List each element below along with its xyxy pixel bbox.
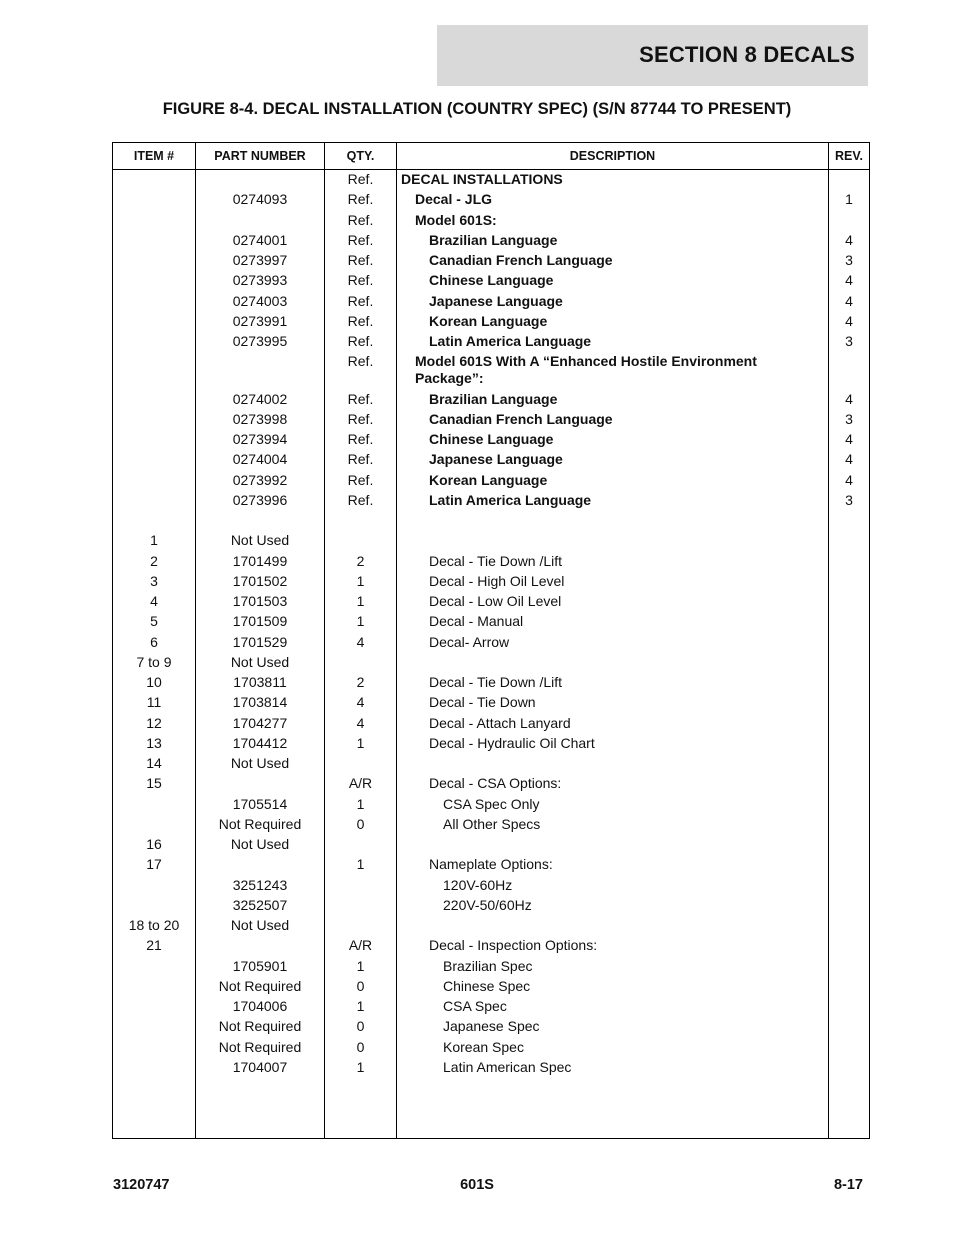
- description-cell: Canadian French Language: [429, 252, 613, 268]
- part-number-cell: 1701499: [232, 552, 288, 569]
- description-cell: Decal - Inspection Options:: [429, 937, 598, 954]
- item-cell: 16: [146, 836, 162, 852]
- qty-cell: Ref.: [347, 272, 374, 289]
- qty-cell: 4: [356, 694, 365, 711]
- part-number-cell: 3251243: [232, 876, 288, 893]
- rev-cell: 4: [845, 471, 853, 488]
- part-number-cell: 0273992: [232, 471, 288, 488]
- description-cell: Decal - Hydraulic Oil Chart: [429, 734, 595, 751]
- description-cell: Japanese Language: [429, 292, 563, 309]
- rev-cell: 4: [845, 312, 853, 329]
- item-cell: 2: [150, 552, 158, 569]
- item-cell: 15: [146, 775, 162, 792]
- item-cell: 13: [146, 734, 162, 751]
- qty-cell: 0: [356, 1038, 365, 1055]
- description-cell: Latin American Spec: [443, 1058, 572, 1075]
- item-cell: 6: [150, 633, 158, 650]
- qty-cell: Ref.: [347, 252, 374, 268]
- part-number-cell: 1701503: [232, 593, 288, 609]
- description-cell: Model 601S With A “Enhanced Hostile Environment Package”:: [415, 353, 757, 387]
- description-cell: Decal - Tie Down /Lift: [429, 552, 563, 569]
- description-cell: Korean Language: [429, 471, 548, 488]
- rev-cell: 4: [845, 451, 853, 468]
- item-cell: 7 to 9: [136, 653, 172, 670]
- part-number-cell: Not Used: [230, 917, 290, 933]
- item-cell: 11: [146, 694, 162, 711]
- part-number-cell: 1701502: [232, 572, 288, 589]
- qty-cell: Ref.: [347, 231, 374, 248]
- part-number-cell: 0274004: [232, 451, 288, 468]
- qty-cell: Ref.: [347, 191, 374, 208]
- qty-cell: 1: [356, 593, 365, 609]
- footer-doc-number: 3120747: [113, 1177, 170, 1193]
- description-cell: 220V-50/60Hz: [443, 896, 532, 913]
- qty-cell: 4: [356, 633, 365, 650]
- section-title: SECTION 8 DECALS: [639, 42, 855, 67]
- description-cell: Korean Language: [429, 312, 548, 329]
- part-number-cell: Not Used: [230, 653, 290, 670]
- qty-cell: A/R: [348, 937, 373, 954]
- qty-cell: 1: [356, 572, 365, 589]
- part-number-cell: Not Required: [218, 815, 302, 832]
- qty-cell: Ref.: [347, 292, 374, 309]
- header-description: DESCRIPTION: [569, 149, 656, 163]
- qty-cell: Ref.: [347, 353, 374, 370]
- rev-cell: 4: [845, 292, 853, 309]
- part-number-cell: 1703814: [232, 694, 288, 711]
- part-number-cell: 0273995: [232, 333, 288, 349]
- rev-cell: 3: [845, 410, 853, 427]
- description-cell: Japanese Language: [429, 451, 563, 468]
- part-number-cell: 0273997: [232, 252, 288, 268]
- rev-cell: 3: [845, 252, 853, 268]
- part-number-cell: Not Required: [218, 1018, 302, 1035]
- rev-cell: 4: [845, 390, 853, 407]
- qty-cell: 1: [356, 613, 365, 630]
- part-number-cell: 0274002: [232, 390, 288, 407]
- part-number-cell: 1705514: [232, 795, 288, 812]
- header-item: ITEM #: [133, 149, 175, 163]
- description-cell: Japanese Spec: [443, 1018, 540, 1035]
- qty-cell: 1: [356, 998, 365, 1014]
- description-cell: All Other Specs: [443, 815, 541, 832]
- description-cell: Decal - High Oil Level: [429, 572, 565, 589]
- rev-cell: 3: [845, 333, 853, 349]
- description-cell: Decal - Tie Down: [429, 694, 536, 711]
- qty-cell: 2: [356, 552, 365, 569]
- description-cell: Korean Spec: [443, 1038, 524, 1055]
- part-number-cell: 3252507: [232, 896, 288, 913]
- section-banner: [437, 25, 868, 86]
- qty-cell: 0: [356, 1018, 365, 1035]
- description-cell: Chinese Spec: [443, 977, 531, 994]
- description-cell: Model 601S:: [415, 211, 497, 228]
- header-qty: QTY.: [346, 149, 375, 163]
- item-cell: 12: [146, 714, 162, 731]
- qty-cell: 1: [356, 1058, 365, 1075]
- part-number-cell: Not Used: [230, 836, 290, 852]
- qty-cell: 1: [356, 856, 365, 873]
- description-cell: Latin America Language: [429, 333, 592, 349]
- qty-cell: Ref.: [347, 491, 374, 508]
- part-number-cell: 1701509: [232, 613, 288, 630]
- qty-cell: A/R: [348, 775, 373, 792]
- part-number-cell: Not Used: [230, 755, 290, 771]
- description-cell: CSA Spec: [443, 998, 507, 1014]
- description-cell: Canadian French Language: [429, 410, 613, 427]
- part-number-cell: 1704007: [232, 1058, 288, 1075]
- qty-cell: Ref.: [347, 451, 374, 468]
- description-cell: Chinese Language: [429, 431, 554, 447]
- qty-cell: 1: [356, 957, 365, 974]
- description-cell: 120V-60Hz: [443, 876, 513, 893]
- item-cell: 17: [146, 856, 162, 873]
- qty-cell: Ref.: [347, 410, 374, 427]
- rev-cell: 4: [845, 431, 853, 447]
- qty-cell: Ref.: [347, 333, 374, 349]
- qty-cell: 4: [356, 714, 365, 731]
- part-number-cell: 0273996: [232, 491, 288, 508]
- description-cell: CSA Spec Only: [443, 795, 540, 812]
- rev-cell: 1: [845, 191, 853, 208]
- description-cell: Chinese Language: [429, 272, 554, 289]
- part-number-cell: Not Used: [230, 532, 290, 549]
- part-number-cell: 0273998: [232, 410, 288, 427]
- header-rev: REV.: [834, 149, 864, 163]
- description-cell: Brazilian Language: [429, 231, 558, 248]
- item-cell: 4: [150, 593, 158, 609]
- part-number-cell: 1701529: [232, 633, 288, 650]
- qty-cell: Ref.: [347, 171, 374, 187]
- part-number-cell: 0273993: [232, 272, 288, 289]
- description-cell: Decal - Tie Down /Lift: [429, 674, 563, 690]
- qty-cell: 1: [356, 734, 365, 751]
- item-cell: 3: [150, 572, 158, 589]
- part-number-cell: 1703811: [233, 674, 287, 690]
- description-cell: Brazilian Language: [429, 390, 558, 407]
- item-cell: 10: [146, 674, 162, 690]
- parts-table: [112, 142, 870, 1139]
- figure-title: FIGURE 8-4. DECAL INSTALLATION (COUNTRY SPEC) (S/N 87744 TO PRESENT): [162, 100, 792, 118]
- description-cell: Nameplate Options:: [429, 856, 553, 873]
- qty-cell: Ref.: [347, 471, 374, 488]
- rev-cell: 4: [845, 272, 853, 289]
- item-cell: 14: [146, 755, 162, 771]
- description-cell: Decal - Manual: [429, 613, 524, 630]
- footer-model: 601S: [460, 1177, 494, 1193]
- description-cell: Decal - Attach Lanyard: [429, 714, 571, 731]
- qty-cell: 2: [356, 674, 365, 690]
- qty-cell: Ref.: [347, 211, 374, 228]
- item-cell: 18 to 20: [128, 917, 180, 933]
- qty-cell: 0: [356, 815, 365, 832]
- header-part-number: PART NUMBER: [214, 149, 306, 163]
- item-cell: 1: [150, 532, 158, 549]
- item-cell: 5: [150, 613, 158, 630]
- description-cell: Latin America Language: [429, 491, 592, 508]
- part-number-cell: 0274093: [232, 191, 288, 208]
- part-number-cell: 0273994: [232, 431, 288, 447]
- part-number-cell: 1705901: [232, 957, 288, 974]
- part-number-cell: 0274001: [232, 231, 288, 248]
- part-number-cell: 0274003: [232, 292, 288, 309]
- qty-cell: Ref.: [347, 431, 374, 447]
- part-number-cell: 1704412: [232, 734, 288, 751]
- header-divider: [113, 169, 869, 170]
- qty-cell: 0: [356, 977, 365, 994]
- description-cell: Decal- Arrow: [429, 633, 510, 650]
- description-cell: DECAL INSTALLATIONS: [401, 171, 563, 187]
- rev-cell: 3: [845, 491, 853, 508]
- part-number-cell: 1704277: [232, 714, 288, 731]
- qty-cell: Ref.: [347, 312, 374, 329]
- qty-cell: 1: [356, 795, 365, 812]
- part-number-cell: Not Required: [218, 977, 302, 994]
- description-cell: Brazilian Spec: [443, 957, 533, 974]
- footer-page-number: 8-17: [833, 1177, 863, 1193]
- part-number-cell: 0273991: [232, 312, 288, 329]
- description-cell: Decal - Low Oil Level: [429, 593, 562, 609]
- description-cell: Decal - JLG: [415, 191, 493, 208]
- item-cell: 21: [146, 937, 162, 954]
- part-number-cell: 1704006: [232, 998, 288, 1014]
- qty-cell: Ref.: [347, 390, 374, 407]
- rev-cell: 4: [845, 231, 853, 248]
- part-number-cell: Not Required: [218, 1038, 302, 1055]
- description-cell: Decal - CSA Options:: [429, 775, 562, 792]
